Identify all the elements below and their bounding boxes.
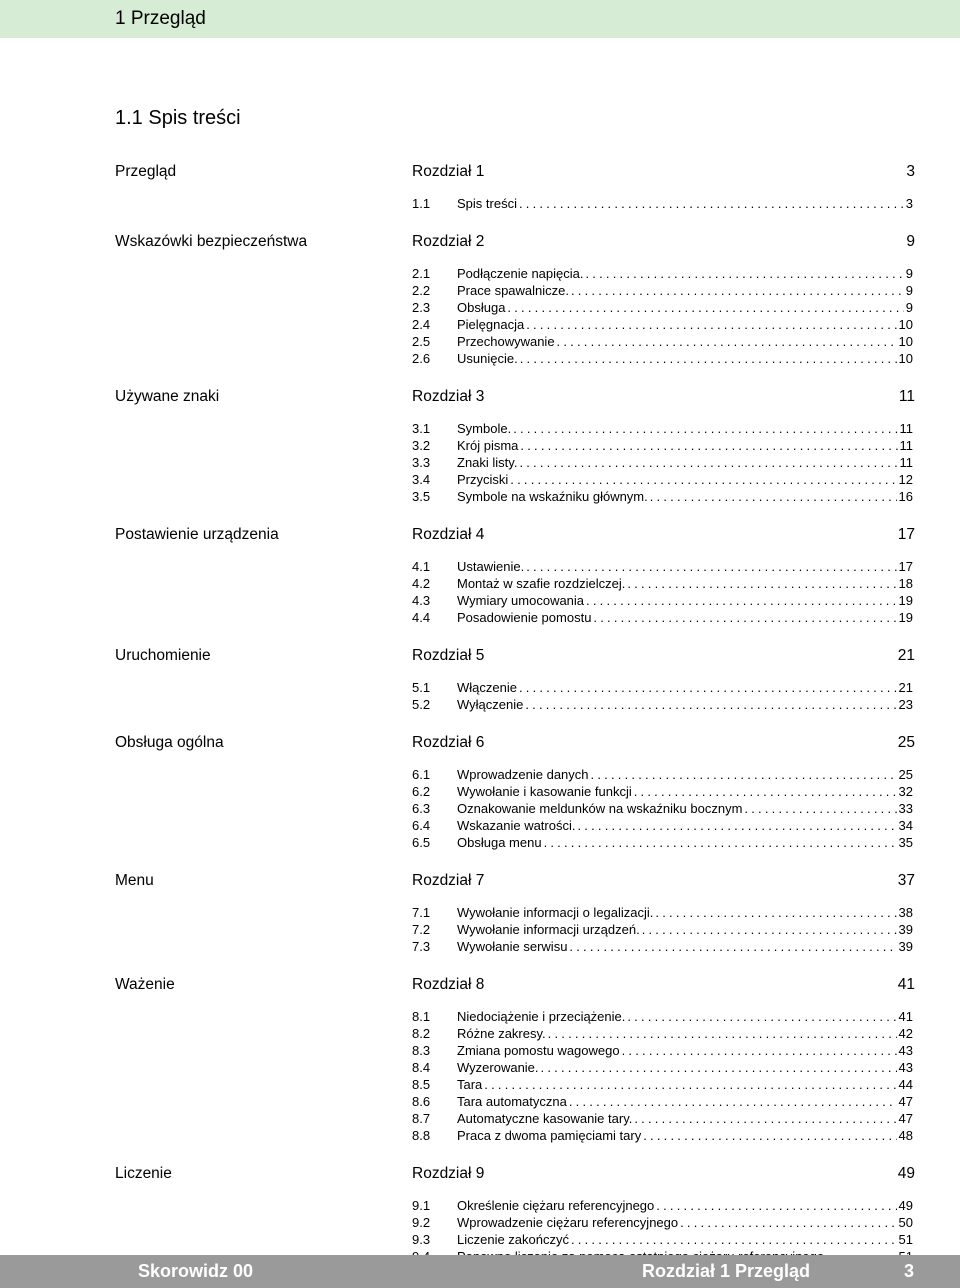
chapter-label: Rozdział 1 <box>412 163 485 180</box>
toc-entry[interactable] <box>412 316 913 333</box>
entry-title: Wywołanie informacji o legalizacji. <box>457 905 654 920</box>
entry-page: 25 <box>898 767 913 782</box>
entry-leader <box>457 420 913 437</box>
dot-leader <box>510 471 896 488</box>
entry-title: Posadowienie pomostu <box>457 610 592 625</box>
entry-leader <box>457 299 913 316</box>
chapter-label: Rozdział 3 <box>412 388 485 405</box>
entry-title: Znaki listy. <box>457 455 518 470</box>
toc-chapter-heading[interactable] <box>115 973 915 999</box>
dot-leader <box>571 1231 897 1248</box>
entry-title: Oznakowanie meldunków na wskaźniku bocznym <box>457 801 743 816</box>
toc-chapter-heading[interactable] <box>115 731 915 757</box>
entry-page: 42 <box>898 1026 913 1041</box>
chapter-label: Rozdział 2 <box>412 233 485 250</box>
toc-entry[interactable] <box>412 696 913 713</box>
entry-number: 8.7 <box>412 1111 431 1126</box>
chapter-page: 49 <box>897 1165 915 1182</box>
entry-leader <box>457 437 913 454</box>
dot-leader <box>656 1197 896 1214</box>
entry-leader <box>457 817 913 834</box>
chapter-name: Używane znaki <box>115 388 220 405</box>
entry-title: Tara automatyczna <box>457 1094 567 1109</box>
chapter-page: 41 <box>897 976 915 993</box>
toc-chapter-heading[interactable] <box>115 644 915 670</box>
entry-leader <box>457 1231 913 1248</box>
toc-entry[interactable] <box>412 333 913 350</box>
entry-title: Niedociążenie i przeciążenie. <box>457 1009 626 1024</box>
toc-chapter-heading[interactable] <box>115 523 915 549</box>
dot-leader <box>569 938 896 955</box>
toc-entry[interactable] <box>412 921 913 938</box>
dot-leader <box>541 1059 897 1076</box>
entry-title: Przyciski <box>457 472 509 487</box>
dot-leader <box>585 265 903 282</box>
dot-leader <box>634 783 897 800</box>
section-title: 1.1 Spis treści <box>115 107 241 129</box>
toc-entry[interactable] <box>412 350 913 367</box>
entry-page: 39 <box>898 939 913 954</box>
entry-number: 9.1 <box>412 1198 431 1213</box>
entry-page: 23 <box>898 697 913 712</box>
toc-entry[interactable] <box>412 679 913 696</box>
entry-number: 8.1 <box>412 1009 431 1024</box>
entry-page: 43 <box>898 1043 913 1058</box>
dot-leader <box>642 921 897 938</box>
dot-leader <box>655 904 896 921</box>
dot-leader <box>593 609 896 626</box>
entry-title: Automatyczne kasowanie tary. <box>457 1111 633 1126</box>
entry-number: 6.2 <box>412 784 431 799</box>
entry-leader <box>457 904 913 921</box>
entry-number: 7.3 <box>412 939 431 954</box>
toc-chapter <box>115 523 915 626</box>
chapter-label: Rozdział 8 <box>412 976 485 993</box>
entry-number: 2.6 <box>412 351 431 366</box>
dot-leader <box>634 1110 896 1127</box>
entry-title: Różne zakresy. <box>457 1026 546 1041</box>
page-header-title: 1 Przegląd <box>115 8 206 29</box>
chapter-page: 3 <box>906 163 915 180</box>
toc-entry[interactable] <box>412 783 913 800</box>
entry-leader <box>457 1042 913 1059</box>
entry-number: 7.2 <box>412 922 431 937</box>
toc-entry[interactable] <box>412 1127 913 1144</box>
toc-entry[interactable] <box>412 766 913 783</box>
chapter-label: Rozdział 4 <box>412 526 485 543</box>
entry-page: 10 <box>898 317 913 332</box>
chapter-name: Przegląd <box>115 163 177 180</box>
dot-leader <box>680 1214 896 1231</box>
entry-number: 4.2 <box>412 576 431 591</box>
toc-entry[interactable] <box>412 1076 913 1093</box>
toc-entry[interactable] <box>412 800 913 817</box>
dot-leader <box>577 817 896 834</box>
toc-chapter-heading[interactable] <box>115 1162 915 1188</box>
dot-leader <box>484 1076 896 1093</box>
chapter-name: Ważenie <box>115 976 175 993</box>
dot-leader <box>520 350 897 367</box>
entry-title: Spis treści <box>457 196 517 211</box>
toc-entry[interactable] <box>412 420 913 437</box>
entry-page: 11 <box>899 438 913 453</box>
entry-title: Wyzerowanie. <box>457 1060 539 1075</box>
entry-leader <box>457 282 913 299</box>
entry-number: 3.1 <box>412 421 431 436</box>
entry-number: 8.8 <box>412 1128 431 1143</box>
entry-leader <box>457 195 913 212</box>
dot-leader <box>544 834 897 851</box>
entry-leader <box>457 316 913 333</box>
entry-leader <box>457 488 913 505</box>
toc-chapter <box>115 230 915 367</box>
entry-number: 3.5 <box>412 489 431 504</box>
entry-leader <box>457 575 913 592</box>
entry-page: 21 <box>898 680 913 695</box>
entry-number: 5.2 <box>412 697 431 712</box>
entry-title: Podłączenie napięcia. <box>457 266 584 281</box>
chapter-page: 17 <box>897 526 915 543</box>
entry-number: 5.1 <box>412 680 431 695</box>
entry-title: Obsługa menu <box>457 835 542 850</box>
entry-title: Montaż w szafie rozdzielczej. <box>457 576 626 591</box>
toc-chapter-heading[interactable] <box>115 869 915 895</box>
toc-entry[interactable] <box>412 195 913 212</box>
entry-title: Wywołanie informacji urządzeń. <box>457 922 640 937</box>
entry-title: Krój pisma <box>457 438 519 453</box>
entry-page: 9 <box>905 266 913 281</box>
chapter-label: Rozdział 7 <box>412 872 485 889</box>
entry-number: 6.5 <box>412 835 431 850</box>
entry-leader <box>457 1093 913 1110</box>
entry-title: Liczenie zakończyć <box>457 1232 569 1247</box>
toc-entry[interactable] <box>412 938 913 955</box>
entry-leader <box>457 454 913 471</box>
entry-leader <box>457 1214 913 1231</box>
dot-leader <box>526 558 896 575</box>
dot-leader <box>519 195 904 212</box>
entry-page: 17 <box>898 559 913 574</box>
entry-title: Wymiary umocowania <box>457 593 585 608</box>
chapter-label: Rozdział 5 <box>412 647 485 664</box>
entry-number: 4.3 <box>412 593 431 608</box>
toc-chapter <box>115 869 915 955</box>
entry-page: 11 <box>899 455 913 470</box>
entry-page: 50 <box>898 1215 913 1230</box>
chapter-name: Obsługa ogólna <box>115 734 224 751</box>
entry-page: 35 <box>898 835 913 850</box>
entry-number: 1.1 <box>412 196 431 211</box>
table-of-contents <box>115 160 915 1283</box>
dot-leader <box>622 1042 897 1059</box>
dot-leader <box>627 575 896 592</box>
dot-leader <box>643 1127 896 1144</box>
entry-page: 33 <box>898 801 913 816</box>
entry-number: 8.4 <box>412 1060 431 1075</box>
entry-title: Wskazanie watrości. <box>457 818 576 833</box>
chapter-label: Rozdział 6 <box>412 734 485 751</box>
toc-chapter <box>115 160 915 212</box>
entry-leader <box>457 834 913 851</box>
entry-title: Przechowywanie <box>457 334 555 349</box>
entry-leader <box>457 558 913 575</box>
entry-leader <box>457 333 913 350</box>
chapter-name: Liczenie <box>115 1165 172 1182</box>
footer-page-number: 3 <box>904 1261 915 1281</box>
entry-leader <box>457 265 913 282</box>
toc-chapter-heading[interactable] <box>115 385 915 411</box>
entry-page: 51 <box>898 1232 913 1247</box>
entry-title: Praca z dwoma pamięciami tary <box>457 1128 642 1143</box>
entry-page: 19 <box>898 610 913 625</box>
entry-page: 39 <box>898 922 913 937</box>
entry-leader <box>457 938 913 955</box>
entry-number: 2.1 <box>412 266 431 281</box>
entry-page: 43 <box>898 1060 913 1075</box>
entry-leader <box>457 609 913 626</box>
toc-entry[interactable] <box>412 1197 913 1214</box>
chapter-name: Uruchomienie <box>115 647 211 664</box>
entry-leader <box>457 1025 913 1042</box>
entry-title: Pielęgnacja <box>457 317 525 332</box>
dot-leader <box>548 1025 897 1042</box>
entry-leader <box>457 800 913 817</box>
footer-doc-label: Skorowidz 00 <box>138 1261 254 1281</box>
entry-title: Zmiana pomostu wagowego <box>457 1043 620 1058</box>
entry-page: 3 <box>905 196 913 211</box>
chapter-page: 21 <box>897 647 915 664</box>
dot-leader <box>586 592 897 609</box>
toc-chapter <box>115 385 915 505</box>
entry-leader <box>457 766 913 783</box>
toc-chapter <box>115 731 915 851</box>
entry-page: 9 <box>905 300 913 315</box>
entry-number: 9.3 <box>412 1232 431 1247</box>
entry-page: 9 <box>905 283 913 298</box>
entry-page: 12 <box>898 472 913 487</box>
entry-title: Prace spawalnicze. <box>457 283 569 298</box>
entry-number: 8.2 <box>412 1026 431 1041</box>
toc-entry[interactable] <box>412 834 913 851</box>
entry-number: 7.1 <box>412 905 431 920</box>
dot-leader <box>507 299 903 316</box>
entry-title: Włączenie <box>457 680 517 695</box>
toc-entry[interactable] <box>412 575 913 592</box>
footer-band <box>0 1255 960 1288</box>
chapter-page: 9 <box>906 233 915 250</box>
dot-leader <box>520 437 897 454</box>
dot-leader <box>557 333 897 350</box>
entry-title: Wprowadzenie ciężaru referencyjnego <box>457 1215 679 1230</box>
toc-entry[interactable] <box>412 1214 913 1231</box>
toc-entry[interactable] <box>412 1025 913 1042</box>
toc-chapter <box>115 973 915 1144</box>
chapter-name: Menu <box>115 872 154 889</box>
entry-title: Wywołanie i kasowanie funkcji <box>457 784 632 799</box>
entry-number: 9.2 <box>412 1215 431 1230</box>
entry-number: 2.3 <box>412 300 431 315</box>
entry-number: 3.4 <box>412 472 431 487</box>
entry-page: 48 <box>898 1128 913 1143</box>
toc-entry[interactable] <box>412 265 913 282</box>
footer-chapter-label: Rozdział 1 Przegląd <box>642 1261 811 1281</box>
entry-page: 41 <box>898 1009 913 1024</box>
toc-entry[interactable] <box>412 1110 913 1127</box>
entry-leader <box>457 696 913 713</box>
entry-number: 6.4 <box>412 818 431 833</box>
entry-page: 38 <box>898 905 913 920</box>
entry-leader <box>457 350 913 367</box>
toc-chapter <box>115 1162 915 1265</box>
toc-entry[interactable] <box>412 609 913 626</box>
entry-page: 11 <box>899 421 913 436</box>
toc-entry[interactable] <box>412 1042 913 1059</box>
entry-leader <box>457 471 913 488</box>
toc-chapter <box>115 644 915 713</box>
entry-title: Tara <box>457 1077 483 1092</box>
entry-title: Określenie ciężaru referencyjnego <box>457 1198 655 1213</box>
entry-number: 8.5 <box>412 1077 431 1092</box>
entry-leader <box>457 1197 913 1214</box>
entry-title: Obsługa <box>457 300 506 315</box>
entry-leader <box>457 1127 913 1144</box>
dot-leader <box>526 316 896 333</box>
toc-entry[interactable] <box>412 817 913 834</box>
header-band <box>0 0 960 38</box>
toc-chapter-heading[interactable] <box>115 230 915 256</box>
entry-title: Ustawienie. <box>457 559 525 574</box>
toc-entry[interactable] <box>412 454 913 471</box>
entry-number: 6.1 <box>412 767 431 782</box>
entry-page: 10 <box>898 351 913 366</box>
toc-entry[interactable] <box>412 1093 913 1110</box>
entry-page: 19 <box>898 593 913 608</box>
chapter-page: 25 <box>897 734 915 751</box>
toc-entry[interactable] <box>412 437 913 454</box>
entry-title: Symbole na wskaźniku głównym. <box>457 489 648 504</box>
entry-page: 47 <box>898 1111 913 1126</box>
entry-page: 49 <box>898 1198 913 1213</box>
entry-page: 34 <box>898 818 913 833</box>
dot-leader <box>571 282 904 299</box>
toc-entry[interactable] <box>412 299 913 316</box>
entry-leader <box>457 679 913 696</box>
entry-number: 2.5 <box>412 334 431 349</box>
dot-leader <box>627 1008 896 1025</box>
toc-entry[interactable] <box>412 592 913 609</box>
toc-entry[interactable] <box>412 904 913 921</box>
entry-number: 4.1 <box>412 559 431 574</box>
dot-leader <box>525 696 896 713</box>
toc-entry[interactable] <box>412 1231 913 1248</box>
entry-page: 18 <box>898 576 913 591</box>
entry-page: 44 <box>898 1077 913 1092</box>
entry-leader <box>457 1110 913 1127</box>
entry-leader <box>457 1076 913 1093</box>
dot-leader <box>569 1093 897 1110</box>
dot-leader <box>513 420 897 437</box>
toc-entry[interactable] <box>412 282 913 299</box>
entry-number: 8.6 <box>412 1094 431 1109</box>
toc-entry[interactable] <box>412 558 913 575</box>
dot-leader <box>519 679 897 696</box>
entry-page: 32 <box>898 784 913 799</box>
chapter-page: 11 <box>898 388 915 405</box>
entry-number: 2.4 <box>412 317 431 332</box>
entry-number: 6.3 <box>412 801 431 816</box>
dot-leader <box>744 800 896 817</box>
entry-leader <box>457 592 913 609</box>
entry-title: Usunięcie. <box>457 351 518 366</box>
entry-number: 4.4 <box>412 610 431 625</box>
entry-title: Wprowadzenie danych <box>457 767 589 782</box>
dot-leader <box>650 488 897 505</box>
entry-leader <box>457 1008 913 1025</box>
chapter-name: Wskazówki bezpieczeństwa <box>115 233 308 250</box>
toc-entry[interactable] <box>412 1059 913 1076</box>
chapter-page: 37 <box>897 872 915 889</box>
entry-page: 47 <box>898 1094 913 1109</box>
entry-page: 16 <box>898 489 913 504</box>
toc-entry[interactable] <box>412 1008 913 1025</box>
entry-leader <box>457 783 913 800</box>
toc-entry[interactable] <box>412 488 913 505</box>
entry-leader <box>457 1059 913 1076</box>
entry-number: 3.2 <box>412 438 431 453</box>
entry-title: Wyłączenie <box>457 697 524 712</box>
chapter-name: Postawienie urządzenia <box>115 526 279 543</box>
entry-page: 10 <box>898 334 913 349</box>
entry-leader <box>457 921 913 938</box>
entry-number: 2.2 <box>412 283 431 298</box>
toc-chapter-heading[interactable] <box>115 160 915 186</box>
entry-number: 8.3 <box>412 1043 431 1058</box>
dot-leader <box>591 766 897 783</box>
entry-title: Wywołanie serwisu <box>457 939 568 954</box>
chapter-label: Rozdział 9 <box>412 1165 485 1182</box>
dot-leader <box>519 454 897 471</box>
entry-number: 3.3 <box>412 455 431 470</box>
entry-title: Symbole. <box>457 421 512 436</box>
toc-entry[interactable] <box>412 471 913 488</box>
